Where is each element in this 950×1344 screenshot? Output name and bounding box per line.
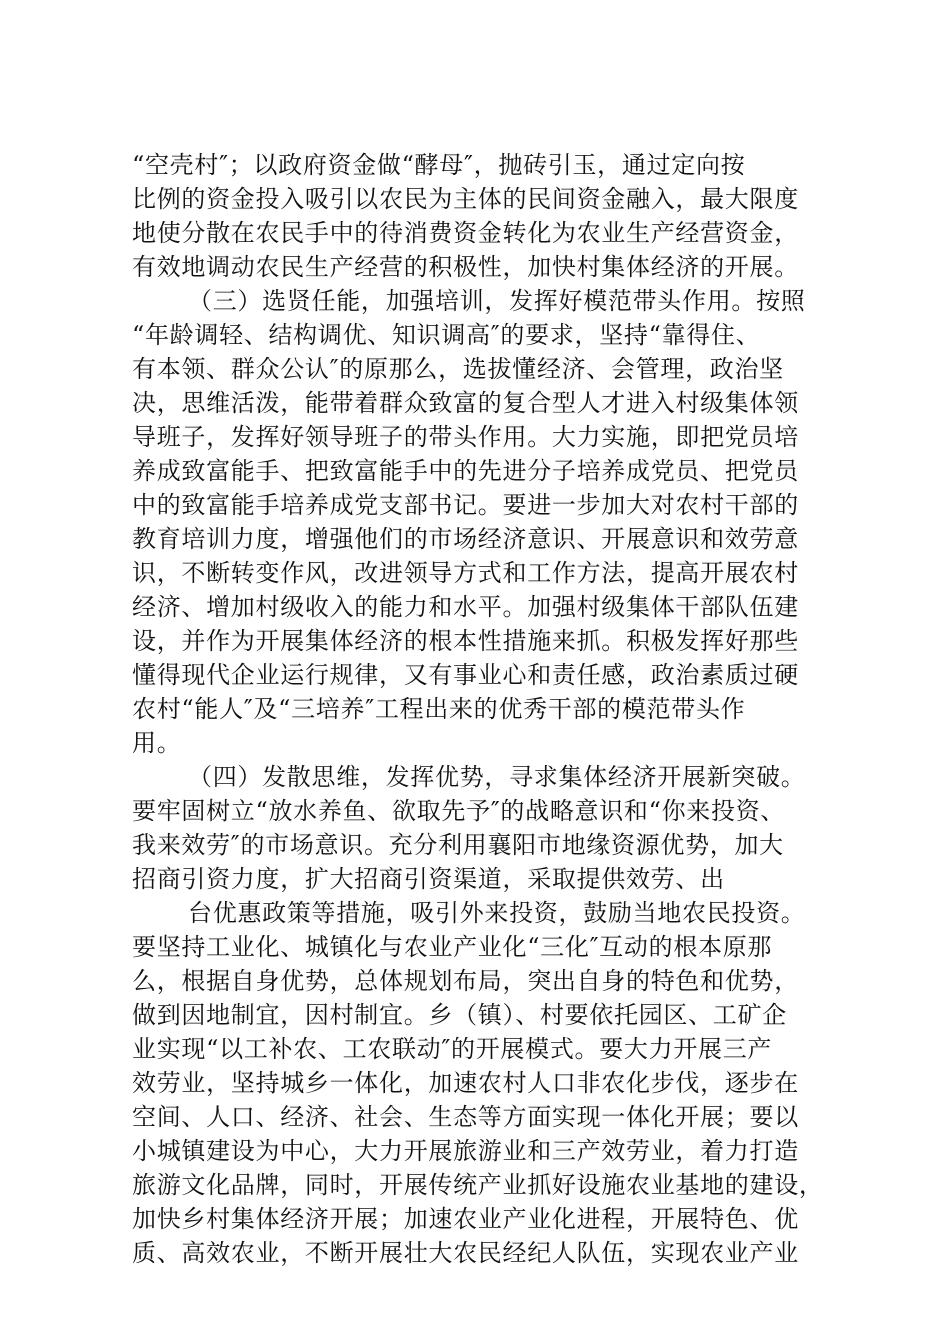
- text-line: 做到因地制宜，因村制宜。乡（镇）、村要依托园区、工矿企: [132, 1001, 787, 1029]
- text-line: 用。: [132, 729, 182, 757]
- text-line: “空壳村″；以政府资金做“酵母″，抛砖引玉，通过定向按: [132, 151, 746, 179]
- text-line: 养成致富能手、把致富能手中的先进分子培养成党员、把党员: [132, 457, 799, 485]
- text-line: 要坚持工业化、城镇化与农业产业化“三化″互动的根本原那: [132, 933, 773, 961]
- text-line: 设，并作为开展集体经济的根本性措施来抓。积极发挥好那些: [132, 627, 799, 655]
- text-line: 决，思维活泼，能带着群众致富的复合型人才进入村级集体领: [132, 389, 799, 417]
- text-line: 么，根据自身优势，总体规划布局，突出自身的特色和优势，: [132, 967, 799, 995]
- text-line: 教育培训力度，增强他们的市场经济意识、开展意识和效劳意: [132, 525, 799, 553]
- text-line: 懂得现代企业运行规律，又有事业心和责任感，政治素质过硬: [132, 661, 799, 689]
- text-line: 有本领、群众公认″的原那么，选拔懂经济、会管理，政治坚: [132, 355, 784, 383]
- text-line: 农村“能人″及“三培养″工程出来的优秀干部的模范带头作: [132, 695, 746, 723]
- text-line: 识，不断转变作风，改进领导方式和工作方法，提高开展农村: [132, 559, 799, 587]
- text-line: 质、高效农业，不断开展壮大农民经纪人队伍，实现农业产业: [132, 1239, 799, 1267]
- text-line: 经济、增加村级收入的能力和水平。加强村级集体干部队伍建: [132, 593, 799, 621]
- text-line: 小城镇建设为中心，大力开展旅游业和三产效劳业，着力打造: [132, 1137, 799, 1165]
- text-line: 要牢固树立“放水养鱼、欲取先予″的战略意识和“你来投资、: [132, 797, 786, 825]
- continued-paragraph-line: 台优惠政策等措施，吸引外来投资，鼓励当地农民投资。: [188, 899, 806, 927]
- text-line: “年龄调轻、结构调优、知识调高″的要求，坚持“靠得住、: [132, 321, 761, 349]
- text-line: 空间、人口、经济、社会、生态等方面实现一体化开展；要以: [132, 1103, 799, 1131]
- text-line: 旅游文化品牌，同时，开展传统产业抓好设施农业基地的建设，: [132, 1171, 824, 1199]
- text-line: 加快乡村集体经济开展；加速农业产业化进程，开展特色、优: [132, 1205, 799, 1233]
- text-line: 效劳业，坚持城乡一体化，加速农村人口非农化步伐，逐步在: [132, 1069, 799, 1097]
- text-line: 业实现“以工补农、工农联动″的开展模式。要大力开展三产: [132, 1035, 773, 1063]
- text-line: 招商引资力度，扩大招商引资渠道，采取提供效劳、出: [132, 865, 725, 893]
- text-line: 地使分散在农民手中的待消费资金转化为农业生产经营资金，: [132, 219, 799, 247]
- paragraph-heading-line: （三）选贤任能，加强培训，发挥好模范带头作用。按照: [188, 287, 806, 315]
- text-line: 比例的资金投入吸引以农民为主体的民间资金融入，最大限度: [132, 185, 799, 213]
- text-line: 中的致富能手培养成党支部书记。要进一步加大对农村干部的: [132, 491, 799, 519]
- text-line: 导班子，发挥好领导班子的带头作用。大力实施，即把党员培: [132, 423, 799, 451]
- text-line: 我来效劳″的市场意识。充分利用襄阳市地缘资源优势，加大: [132, 831, 784, 859]
- text-line: 有效地调动农民生产经营的积极性，加快村集体经济的开展。: [132, 253, 799, 281]
- body-text: [132, 148, 822, 1270]
- paragraph-heading-line: （四）发散思维，发挥优势，寻求集体经济开展新突破。: [188, 763, 806, 791]
